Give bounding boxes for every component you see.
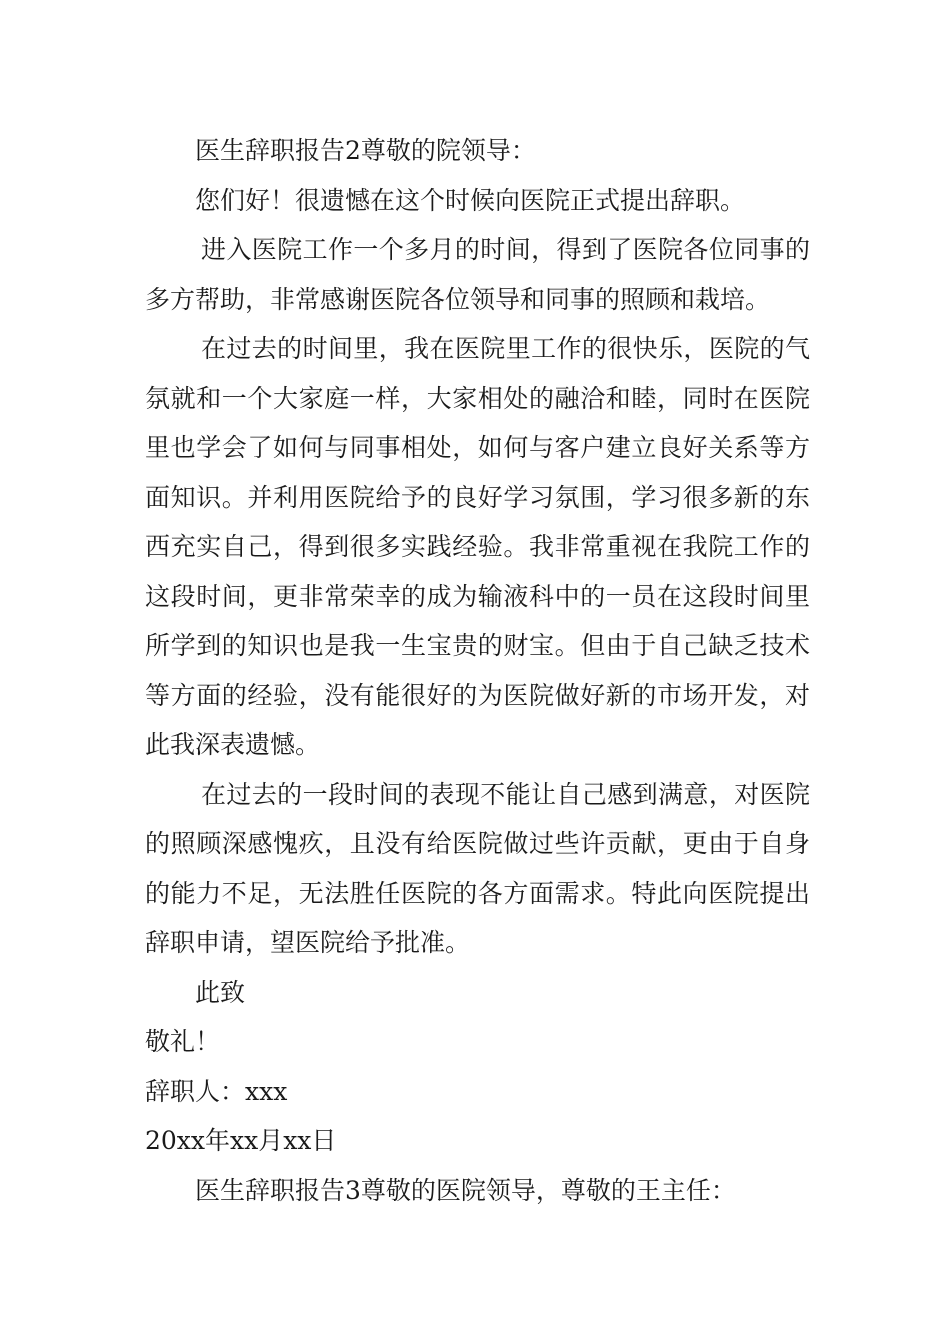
body-paragraph-experience: 在过去的时间里，我在医院里工作的很快乐，医院的气氛就和一个大家庭一样，大家相处的融洽和睦，同时在医院里也学会了如何与同事相处，如何与客户建立良好关系等方面知识。并利用医院给予的良好学习氛围，学习很多新的东西充实自己，得到很多实践经验。我非常重视在我院工作的这段时间，更非常荣幸的成为输液科中的一员在这段时间里所学到的知识也是我一生宝贵的财宝。但由于自己缺乏技术等方面的经验，没有能很好的为医院做好新的市场开发，对此我深表遗憾。 — [145, 334, 810, 759]
date-line: 20xx年xx月xx日 — [145, 1126, 337, 1155]
body-paragraph-intro: 进入医院工作一个多月的时间，得到了医院各位同事的多方帮助，非常感谢医院各位领导和同事的照顾和栽培。 — [145, 235, 810, 314]
closing-salutation: 此致 — [195, 977, 246, 1007]
letter-body — [145, 126, 810, 1215]
signatory-line: 辞职人：xxx — [145, 1076, 288, 1106]
greeting-paragraph: 您们好！很遗憾在这个时候向医院正式提出辞职。 — [195, 185, 746, 215]
report-heading-2: 医生辞职报告2尊敬的院领导： — [195, 136, 536, 165]
closing-regards: 敬礼！ — [145, 1027, 221, 1056]
report-heading-3: 医生辞职报告3尊敬的医院领导，尊敬的王主任： — [195, 1175, 736, 1205]
body-paragraph-request: 在过去的一段时间的表现不能让自己感到满意，对医院的照顾深感愧疚，且没有给医院做过些许贡献，更由于自身的能力不足，无法胜任医院的各方面需求。特此向医院提出辞职申请，望医院给予批准。 — [145, 779, 810, 957]
